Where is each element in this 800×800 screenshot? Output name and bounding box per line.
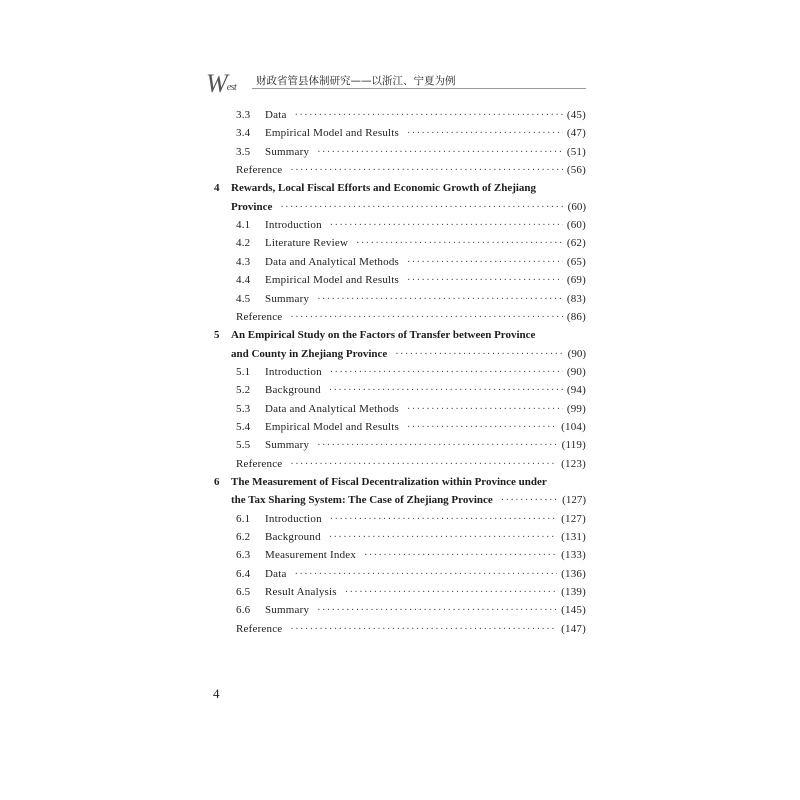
toc-title: Data bbox=[265, 567, 287, 580]
toc-number: 3.3 bbox=[236, 109, 251, 121]
toc-reference[interactable] bbox=[236, 164, 586, 182]
toc-title: Empirical Model and Results bbox=[265, 127, 400, 140]
toc-title: Summary bbox=[265, 292, 310, 305]
leader-dots bbox=[317, 147, 563, 158]
toc-title: Data and Analytical Methods bbox=[265, 402, 400, 415]
leader-dots bbox=[280, 202, 563, 213]
toc-page-number: (139) bbox=[561, 586, 586, 599]
leader-dots bbox=[345, 587, 557, 598]
toc-title: Introduction bbox=[265, 512, 322, 525]
toc-page-number: (60) bbox=[567, 200, 586, 213]
toc-page-number: (94) bbox=[566, 384, 586, 397]
toc-entry[interactable] bbox=[236, 237, 586, 255]
leader-dots bbox=[356, 238, 563, 249]
running-header bbox=[206, 68, 586, 98]
toc-title: and County in Zhejiang Province bbox=[231, 347, 388, 360]
toc-number: 4.3 bbox=[236, 255, 251, 268]
toc-entry[interactable] bbox=[236, 146, 586, 164]
toc-title: Measurement Index bbox=[265, 549, 357, 562]
toc-entry[interactable] bbox=[231, 348, 586, 366]
toc-page-number: (104) bbox=[561, 420, 586, 433]
leader-dots bbox=[407, 128, 563, 139]
toc-page-number: (56) bbox=[566, 164, 586, 177]
toc-number: 3.4 bbox=[236, 127, 251, 140]
toc-chapter[interactable] bbox=[214, 476, 586, 494]
toc-page-number: (136) bbox=[561, 567, 586, 580]
toc-page-number: (90) bbox=[567, 347, 586, 360]
toc-number: 6.4 bbox=[236, 567, 251, 580]
toc-number: 6.1 bbox=[236, 512, 251, 525]
header-rule bbox=[252, 88, 586, 89]
toc-entry[interactable] bbox=[236, 531, 586, 549]
toc-title: Background bbox=[265, 384, 321, 397]
toc-number: 5.5 bbox=[236, 439, 251, 452]
toc-title: Summary bbox=[265, 439, 310, 452]
toc-number: 5.4 bbox=[236, 420, 251, 433]
toc-entry[interactable] bbox=[236, 513, 586, 531]
toc-title: Literature Review bbox=[265, 237, 349, 250]
toc-title: Reference bbox=[236, 310, 283, 323]
toc-title: Introduction bbox=[265, 219, 322, 232]
toc-reference[interactable] bbox=[236, 623, 586, 641]
toc-entry[interactable] bbox=[236, 586, 586, 604]
leader-dots bbox=[317, 605, 557, 616]
toc-page-number: (131) bbox=[561, 531, 586, 544]
page-number: 4 bbox=[213, 686, 220, 701]
toc-title: Introduction bbox=[265, 365, 322, 378]
series-logo bbox=[206, 68, 236, 98]
toc-page-number: (90) bbox=[566, 365, 586, 378]
toc-page-number: (45) bbox=[566, 109, 586, 121]
toc-title: Empirical Model and Results bbox=[265, 274, 400, 287]
toc-number: 4.2 bbox=[236, 237, 251, 250]
toc-entry[interactable] bbox=[236, 109, 586, 127]
toc-title: An Empirical Study on the Factors of Transfer between Province bbox=[231, 329, 536, 342]
toc-entry[interactable] bbox=[236, 256, 586, 274]
leader-dots bbox=[317, 294, 563, 305]
leader-dots bbox=[329, 532, 557, 543]
toc-number: 6 bbox=[214, 476, 220, 488]
toc-number: 6.3 bbox=[236, 549, 251, 562]
leader-dots bbox=[290, 165, 562, 176]
leader-dots bbox=[330, 220, 563, 231]
toc-page-number: (99) bbox=[566, 402, 586, 415]
leader-dots bbox=[317, 440, 557, 451]
toc-title: Reference bbox=[236, 622, 283, 635]
leader-dots bbox=[295, 110, 563, 121]
toc-entry[interactable] bbox=[236, 403, 586, 421]
toc-entry[interactable] bbox=[236, 127, 586, 145]
leader-dots bbox=[501, 495, 558, 506]
toc-page-number: (62) bbox=[566, 237, 586, 250]
toc-page-number: (83) bbox=[566, 292, 586, 305]
toc-page-number: (65) bbox=[566, 255, 586, 268]
toc-page-number: (133) bbox=[561, 549, 586, 562]
toc-entry[interactable] bbox=[236, 549, 586, 567]
leader-dots bbox=[330, 514, 557, 525]
toc-title: The Measurement of Fiscal Decentralization within Province under bbox=[231, 476, 547, 488]
toc-title: Reference bbox=[236, 164, 283, 177]
leader-dots bbox=[290, 459, 557, 470]
toc-entry[interactable] bbox=[236, 421, 586, 439]
logo-rest: est bbox=[226, 81, 236, 93]
toc-number: 4.4 bbox=[236, 274, 251, 287]
toc-page-number: (147) bbox=[561, 622, 586, 635]
toc-entry[interactable] bbox=[231, 494, 586, 512]
leader-dots bbox=[407, 422, 557, 433]
toc-entry[interactable] bbox=[236, 293, 586, 311]
toc-title: Result Analysis bbox=[265, 586, 337, 599]
toc-entry[interactable] bbox=[236, 366, 586, 384]
toc-chapter[interactable] bbox=[214, 182, 586, 200]
toc-page-number: (47) bbox=[566, 127, 586, 140]
toc-reference[interactable] bbox=[236, 311, 586, 329]
toc-chapter[interactable] bbox=[214, 329, 586, 347]
toc-number: 6.6 bbox=[236, 604, 251, 617]
toc-title: Reference bbox=[236, 457, 283, 470]
toc-title: Rewards, Local Fiscal Efforts and Economic Growth of Zhejiang bbox=[231, 182, 537, 195]
toc-title: Province bbox=[231, 200, 273, 213]
toc-title: Data and Analytical Methods bbox=[265, 255, 400, 268]
toc-number: 5 bbox=[214, 329, 220, 342]
toc-title: Summary bbox=[265, 145, 310, 158]
toc-page-number: (51) bbox=[566, 145, 586, 158]
toc-page-number: (127) bbox=[561, 512, 586, 525]
leader-dots bbox=[290, 624, 557, 635]
leader-dots bbox=[407, 275, 563, 286]
toc-page-number: (145) bbox=[561, 604, 586, 617]
leader-dots bbox=[407, 257, 563, 268]
toc-title: the Tax Sharing System: The Case of Zhejiang Province bbox=[231, 494, 493, 507]
toc-entry[interactable] bbox=[236, 604, 586, 622]
toc-entry[interactable] bbox=[231, 201, 586, 219]
header-title: 财政省管县体制研究——以浙江、宁夏为例 bbox=[256, 75, 456, 87]
toc-number: 5.3 bbox=[236, 402, 251, 415]
toc-number: 3.5 bbox=[236, 145, 251, 158]
toc-number: 4.1 bbox=[236, 219, 251, 232]
toc-title: Summary bbox=[265, 604, 310, 617]
toc-title: Empirical Model and Results bbox=[265, 420, 400, 433]
toc-entry[interactable] bbox=[236, 219, 586, 237]
toc-reference[interactable] bbox=[236, 458, 586, 476]
toc-entry[interactable] bbox=[236, 274, 586, 292]
toc-number: 4 bbox=[214, 182, 220, 195]
leader-dots bbox=[295, 569, 558, 580]
toc-number: 5.1 bbox=[236, 365, 251, 378]
toc-number: 6.5 bbox=[236, 586, 251, 599]
leader-dots bbox=[329, 385, 563, 396]
toc-page-number: (119) bbox=[561, 439, 586, 452]
toc-number: 5.2 bbox=[236, 384, 251, 397]
leader-dots bbox=[290, 312, 562, 323]
leader-dots bbox=[407, 404, 563, 415]
toc-title: Data bbox=[265, 109, 287, 121]
leader-dots bbox=[330, 367, 563, 378]
logo-initial: W bbox=[206, 69, 227, 98]
toc-entry[interactable] bbox=[236, 384, 586, 402]
leader-dots bbox=[395, 349, 563, 360]
toc-entry[interactable] bbox=[236, 568, 586, 586]
toc-page-number: (127) bbox=[562, 494, 586, 507]
toc-entry[interactable] bbox=[236, 439, 586, 457]
toc-title: Background bbox=[265, 531, 321, 544]
toc-number: 6.2 bbox=[236, 531, 251, 544]
toc-page-number: (60) bbox=[566, 219, 586, 232]
toc-number: 4.5 bbox=[236, 292, 251, 305]
toc-page-number: (123) bbox=[561, 457, 586, 470]
toc-page-number: (69) bbox=[566, 274, 586, 287]
leader-dots bbox=[364, 550, 557, 561]
toc-page-number: (86) bbox=[566, 310, 586, 323]
